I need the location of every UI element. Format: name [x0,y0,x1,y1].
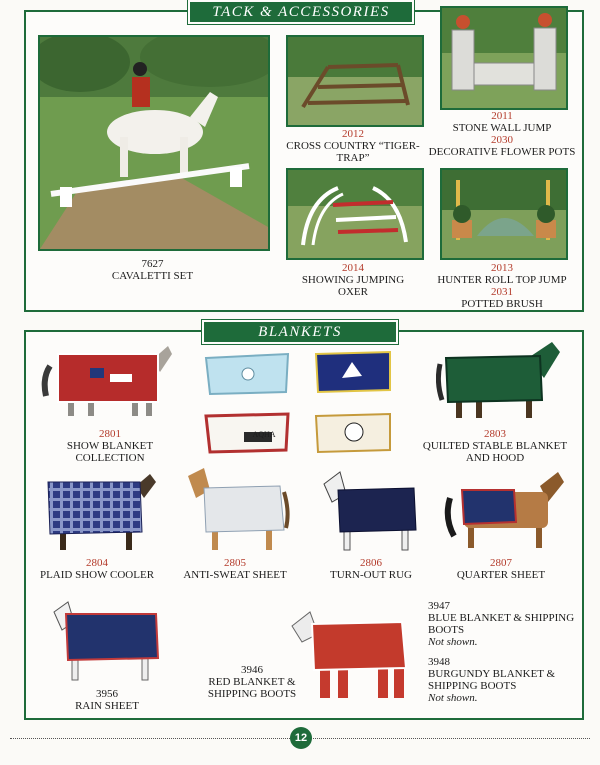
item-name: PLAID SHOW COOLER [39,569,155,581]
caption-3948 [428,656,576,704]
item-number: 2804 [86,557,108,569]
red-blanket-horse [290,606,414,702]
item-number: 2801 [99,428,121,440]
caption-7627 [70,258,235,282]
tiger-trap-photo [286,35,424,127]
tack-banner: TACK & ACCESSORIES [188,0,414,24]
aqha-label: AQHA [252,430,276,439]
cream-blanket [312,410,394,456]
oxer-photo [286,168,424,260]
item-name: QUARTER SHEET [456,569,546,581]
item-name: BURGUNDY BLANKET & SHIPPING BOOTS [428,668,556,692]
item-name: BLUE BLANKET & SHIPPING BOOTS [428,612,575,636]
caption-3956 [52,688,162,712]
show-blanket-horse [40,338,172,418]
light-blue-blanket [202,350,292,398]
turn-out-horse [320,470,424,552]
item-number: 2012 [342,128,364,140]
cavaletti-photo [38,35,270,251]
item-name: DECORATIVE FLOWER POTS [428,146,576,158]
caption-2803 [420,428,570,464]
caption-2807 [446,557,556,581]
item-name: SHOW BLANKET COLLECTION [66,440,154,464]
item-number: 2011 [491,110,513,122]
item-name: CAVALETTI SET [111,270,194,282]
item-name: SHOWING JUMPING OXER [301,274,405,298]
item-number: 2013 [491,262,513,274]
caption-2013-2031 [428,262,576,310]
stone-wall-photo [440,6,568,110]
item-name: STONE WALL JUMP [452,122,552,134]
item-name: RED BLANKET & SHIPPING BOOTS [207,676,297,700]
item-number: 2803 [484,428,506,440]
roll-top-photo [440,168,568,260]
caption-2805 [180,557,290,581]
item-number: 3956 [96,688,118,700]
item-number: 2014 [342,262,364,274]
item-name: QUILTED STABLE BLANKET AND HOOD [422,440,568,464]
quilted-stable-horse [436,338,560,422]
item-number: 2805 [224,557,246,569]
item-name: ANTI-SWEAT SHEET [183,569,287,581]
item-number: 3947 [428,600,450,612]
quarter-sheet-horse [444,470,564,550]
caption-2806 [316,557,426,581]
caption-3946 [200,664,304,700]
item-name: HUNTER ROLL TOP JUMP [437,274,567,286]
item-name: TURN-OUT RUG [330,569,412,581]
item-name: RAIN SHEET [75,700,139,712]
page-number: 12 [290,727,312,749]
rain-sheet-horse [52,600,172,682]
not-shown-note: Not shown. [428,636,478,648]
plaid-cooler-horse [40,468,156,552]
item-name: CROSS COUNTRY “TIGER-TRAP” [286,140,420,164]
navy-blanket [312,348,394,396]
item-number: 3948 [428,656,450,668]
item-number: 7627 [141,258,164,270]
item-number: 2031 [491,286,513,298]
caption-2801 [40,428,180,464]
caption-2012 [286,128,420,164]
anti-sweat-horse [184,468,290,552]
caption-3947 [428,600,576,648]
not-shown-note: Not shown. [428,692,478,704]
item-number: 2030 [491,134,513,146]
caption-2011-2030 [428,110,576,158]
caption-2014 [286,262,420,298]
blankets-banner: BLANKETS [202,320,398,344]
item-name: POTTED BRUSH [461,298,543,310]
caption-2804 [32,557,162,581]
item-number: 2806 [360,557,382,569]
item-number: 2807 [490,557,512,569]
item-number: 3946 [241,664,263,676]
